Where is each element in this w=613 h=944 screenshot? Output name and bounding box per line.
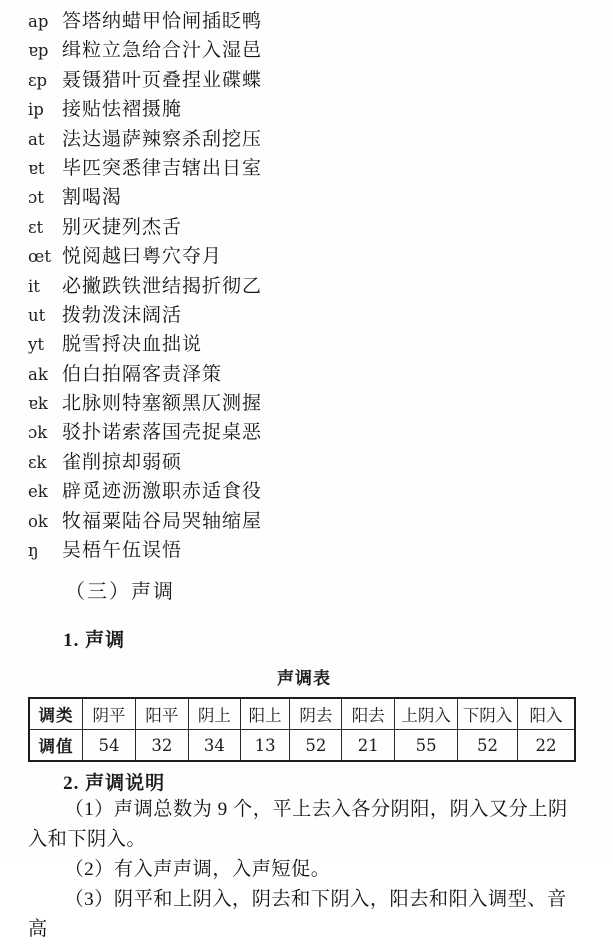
final-row [28,536,580,565]
final-row [28,213,580,242]
final-chars: 缉粒立急给合汁入湿邑 [62,40,263,62]
tone-table-cell: 阳上 [240,698,290,730]
section-heading-tones: （三）声调 [65,581,175,604]
final-row [28,330,580,359]
tone-note: （1）声调总数为 9 个，平上去入各分阴阳，阴入又分上阴入和下阴入。 [28,799,568,851]
final-chars: 聂镊猎叶页叠捏业碟蝶 [62,69,263,91]
final-ipa: ok [28,511,48,531]
final-chars: 毕匹突悉律吉辖出日室 [62,157,263,179]
tone-table-cell: 52 [290,730,342,762]
final-ipa: at [28,129,45,149]
tone-table-values-row [29,730,575,762]
final-row [28,389,580,418]
subheading-tone-notes: 2. 声调说明 [63,773,166,795]
tone-table-cell: 55 [395,730,458,762]
final-ipa: ŋ [28,541,39,561]
final-row [28,154,580,183]
tone-table-cell: 22 [518,730,575,762]
final-chars: 雀削掠却弱硕 [62,451,183,473]
tone-table-cell: 上阴入 [395,698,458,730]
tone-notes [28,795,580,944]
final-ipa: yt [28,335,44,355]
final-ipa: ɐt [28,158,45,178]
tone-table-cell: 阴去 [290,698,342,730]
final-chars: 法达遢萨辣察杀刮挖压 [62,128,263,150]
tone-table-cell: 阳平 [135,698,188,730]
final-row [28,125,580,154]
tone-table-cell: 34 [188,730,240,762]
tone-table-cell: 32 [135,730,188,762]
final-ipa: ɔt [28,188,44,208]
final-row [28,183,580,212]
final-chars: 吴梧午伍误悟 [62,540,183,562]
tone-table-cell: 54 [83,730,136,762]
final-chars: 辟觅迹沥激职赤适食役 [62,481,263,503]
tone-table-cell: 阳入 [518,698,575,730]
tone-table-header-row [29,698,575,730]
final-chars: 别灭捷列杰舌 [62,216,183,238]
final-chars: 伯白拍隔客责泽策 [62,363,223,385]
final-row [28,418,580,447]
tone-table-stub-cell: 调类 [29,698,83,730]
final-chars: 割喝渴 [62,187,123,209]
final-row [28,507,580,536]
final-ipa: ak [28,364,48,384]
tone-table-cell: 阴上 [188,698,240,730]
tone-table-cell: 21 [342,730,395,762]
final-ipa: œt [28,247,51,267]
final-chars: 悦阅越曰粤穴夺月 [62,246,223,268]
tone-table-cell: 下阴入 [458,698,518,730]
tone-table-title: 声调表 [277,669,331,689]
final-row [28,301,580,330]
final-row [28,477,580,506]
final-chars: 必撇跌铁泄结揭折彻乙 [62,275,263,297]
tone-table-cell: 13 [240,730,290,762]
final-ipa: it [28,276,40,296]
final-ipa: ut [28,305,46,325]
final-row [28,36,580,65]
final-ipa: ap [28,12,49,31]
finals-list [28,7,580,565]
final-ipa: ɐp [28,41,49,61]
tone-table-cell: 阴平 [83,698,136,730]
final-chars: 答塔纳蜡甲恰闸插眨鸭 [62,11,263,32]
tone-note: （3）阴平和上阴入，阴去和下阴入，阳去和阳入调型、音高 [28,888,567,940]
final-chars: 接贴怯褶摄腌 [62,99,183,121]
final-ipa: ɐk [28,394,48,414]
final-ipa: ɛp [28,70,48,90]
final-ipa: ɛk [28,452,47,472]
tone-table [28,697,576,762]
final-row [28,7,580,36]
final-row [28,242,580,271]
final-chars: 牧福粟陆谷局哭轴缩屋 [62,510,263,532]
final-row [28,95,580,124]
final-ipa: ɛt [28,217,44,237]
tone-table-stub-cell: 调值 [29,730,83,762]
subheading-tone: 1. 声调 [63,630,126,652]
final-row [28,448,580,477]
final-ipa: ɔk [28,423,48,443]
final-row [28,66,580,95]
tone-table-cell: 阳去 [342,698,395,730]
final-row [28,272,580,301]
final-chars: 北脉则特塞额黑仄测握 [62,393,263,415]
final-ipa: ip [28,100,44,120]
final-chars: 驳扑诺索落国壳捉桌恶 [62,422,263,444]
final-chars: 拨勃泼沫阔活 [62,304,183,326]
final-row [28,360,580,389]
final-chars: 脱雪捋决血拙说 [62,334,203,356]
tone-table-cell: 52 [458,730,518,762]
final-ipa: ek [28,482,48,502]
tone-note: （2）有入声声调，入声短促。 [64,859,331,881]
